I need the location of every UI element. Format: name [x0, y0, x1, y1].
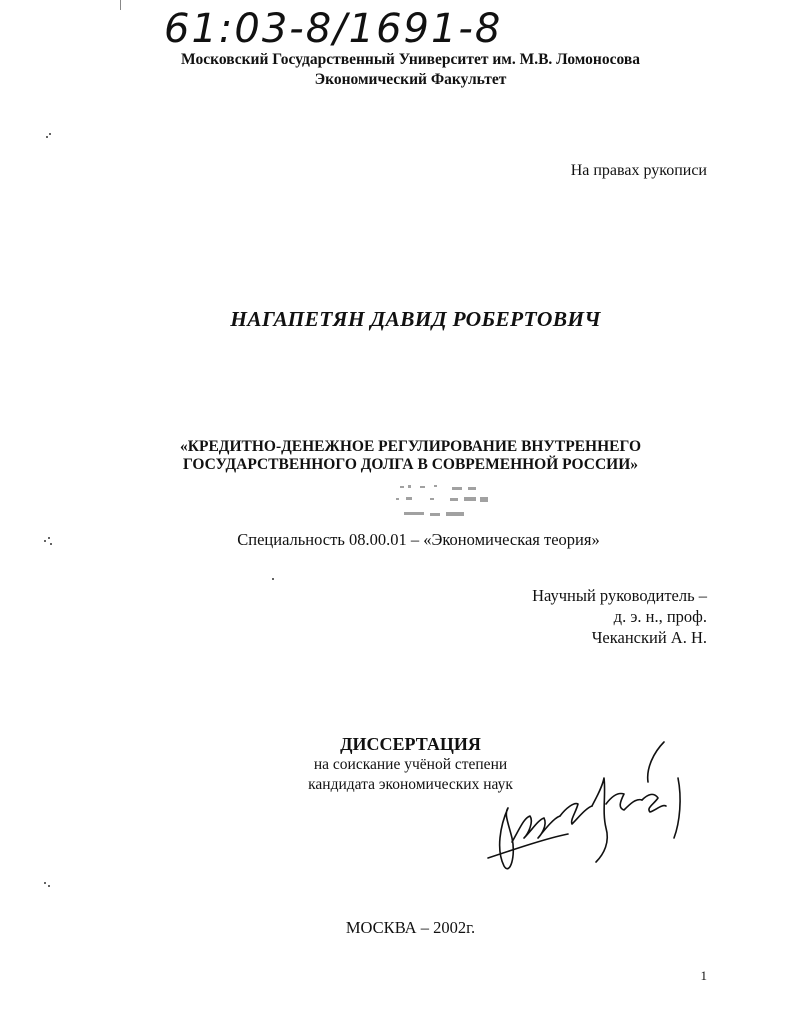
supervisor-block	[532, 585, 707, 648]
thesis-type: ДИССЕРТАЦИЯ	[340, 734, 481, 754]
scan-speck	[46, 136, 48, 138]
thesis-purpose-line-2: кандидата экономических наук	[308, 776, 513, 793]
thesis-title-line-2: ГОСУДАРСТВЕННОГО ДОЛГА В СОВРЕМЕННОЙ РОССИИ»	[182, 456, 639, 473]
scan-speck	[50, 543, 52, 545]
university-name: Московский Государственный Университет им. М.В. Ломоносова	[181, 51, 640, 68]
signature-scribble	[478, 738, 698, 888]
archive-number	[160, 6, 520, 50]
stamp-marks	[390, 482, 510, 526]
city-year: МОСКВА – 2002г.	[345, 918, 476, 937]
thesis-title-line-1: «КРЕДИТНО-ДЕНЕЖНОЕ РЕГУЛИРОВАНИЕ ВНУТРЕННЕГО	[180, 438, 641, 455]
archive-number-handwriting	[160, 6, 520, 50]
scan-speck	[44, 540, 46, 542]
faculty-name: Экономический Факультет	[314, 71, 507, 88]
scan-speck	[48, 537, 50, 539]
specialty: Специальность 08.00.01 – «Экономическая теория»	[237, 530, 600, 549]
thesis-purpose-line-1: на соискание учёной степени	[313, 756, 508, 773]
supervisor-name: Чеканский А. Н.	[591, 628, 707, 647]
scan-speck	[44, 882, 46, 884]
scan-speck	[272, 578, 274, 580]
manuscript-rights-note: На правах рукописи	[570, 162, 707, 179]
supervisor-degree: д. э. н., проф.	[613, 607, 707, 626]
scan-edge-mark	[120, 0, 121, 10]
author-name: НАГАПЕТЯН ДАВИД РОБЕРТОВИЧ	[230, 307, 601, 331]
page-number: 1	[700, 968, 707, 983]
scan-speck	[48, 885, 50, 887]
thesis-title	[0, 438, 791, 474]
scan-speck	[49, 133, 51, 135]
supervisor-role: Научный руководитель –	[532, 586, 707, 605]
signature	[478, 738, 698, 888]
faint-stamp	[390, 482, 510, 526]
archive-number-text: 61:03-8/1691-8	[164, 6, 503, 50]
